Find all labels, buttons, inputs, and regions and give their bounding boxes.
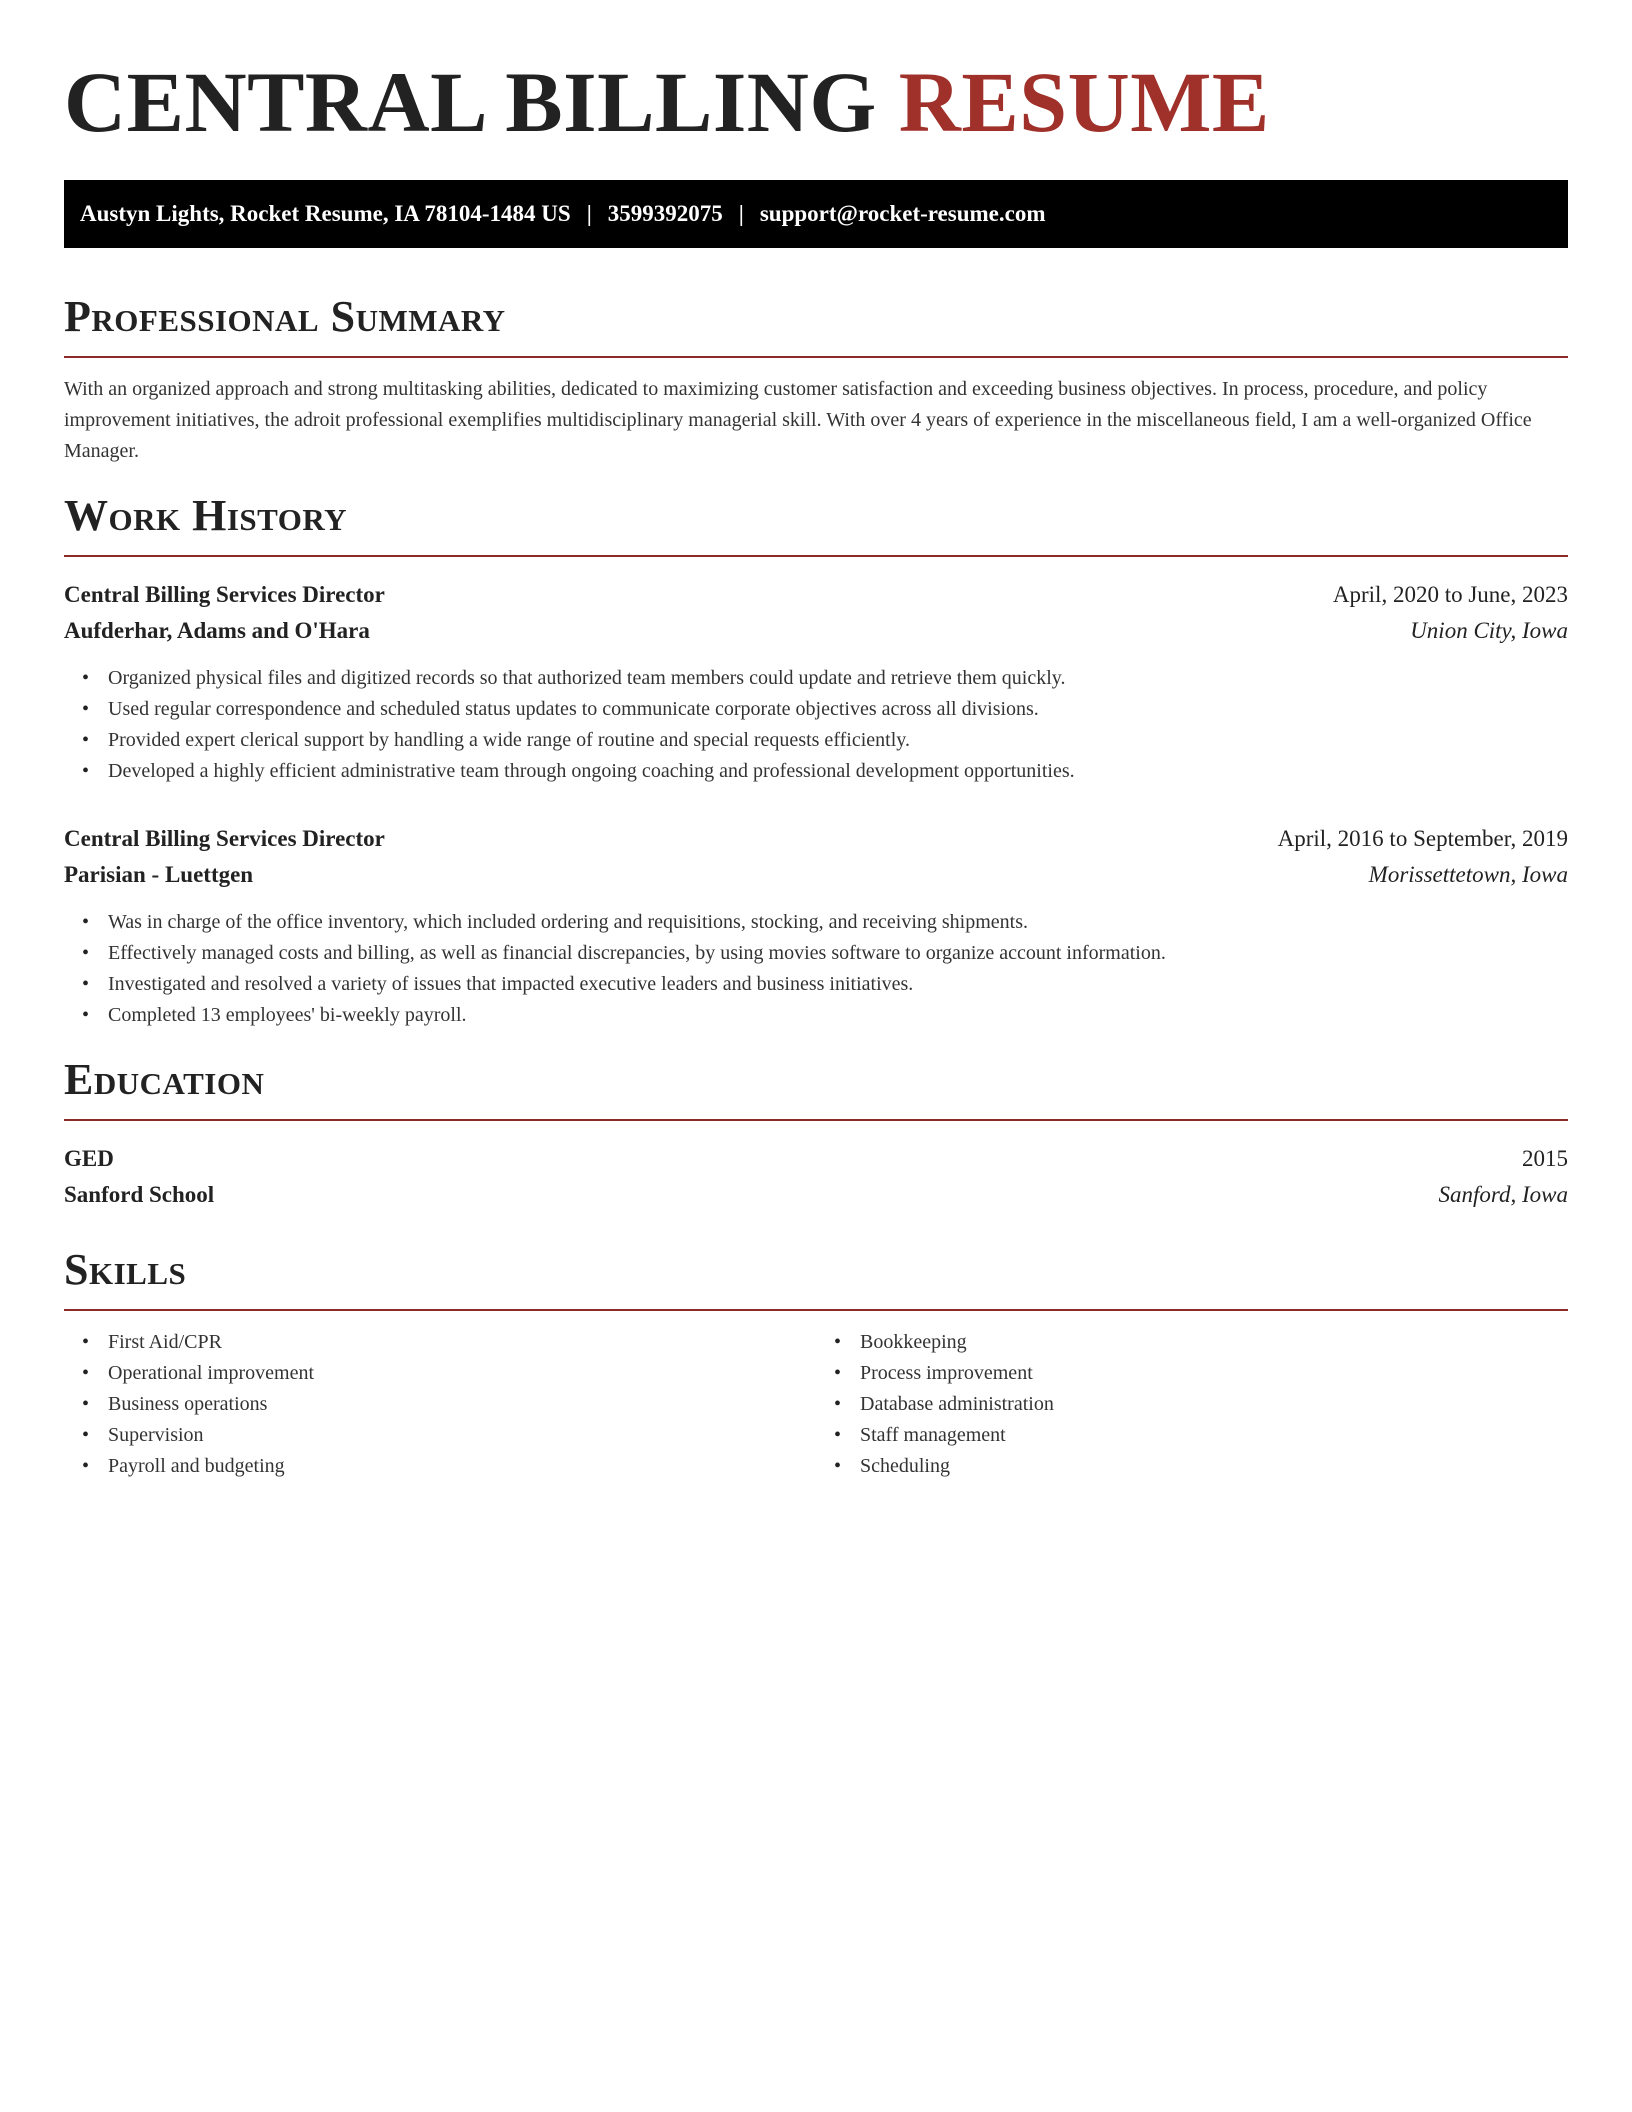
job-title: Central Billing Services Director	[64, 582, 385, 607]
job-dates: April, 2016 to September, 2019	[1277, 826, 1568, 851]
section-divider	[64, 1309, 1568, 1311]
education-row	[64, 1141, 1568, 1177]
contact-separator: |	[586, 201, 592, 226]
job-title: Central Billing Services Director	[64, 826, 385, 851]
skill-item: • Scheduling	[860, 1451, 1568, 1482]
education-school: Sanford School	[64, 1182, 215, 1207]
job-bullet: • Organized physical files and digitized records so that authorized team members could update and retrieve them quickly.	[108, 663, 1568, 694]
contact-email: support@rocket-resume.com	[759, 201, 1046, 226]
job-bullet: • Effectively managed costs and billing, as well as financial discrepancies, by using movies software to organize account information.	[108, 938, 1568, 969]
skill-item: • Process improvement	[860, 1358, 1568, 1389]
skill-item: • Payroll and budgeting	[108, 1451, 816, 1482]
job-header-row	[64, 577, 1568, 613]
resume-title	[64, 0, 1568, 152]
job-bullet: • Was in charge of the office inventory, which included ordering and requisitions, stocking, and receiving shipments.	[108, 907, 1568, 938]
job-bullets	[64, 907, 1568, 1031]
skill-item: • Staff management	[860, 1420, 1568, 1451]
job-bullet: • Developed a highly efficient administrative team through ongoing coaching and professional development opportunities.	[108, 756, 1568, 787]
section-divider	[64, 555, 1568, 557]
skills-list	[64, 1327, 1568, 1482]
job-location: Union City, Iowa	[1410, 618, 1568, 643]
skill-item: • First Aid/CPR	[108, 1327, 816, 1358]
job-header-row	[64, 821, 1568, 857]
education-degree: GED	[64, 1146, 114, 1171]
education-school-row	[64, 1177, 1568, 1213]
job-bullet: • Provided expert clerical support by handling a wide range of routine and special requests efficiently.	[108, 725, 1568, 756]
job-bullet: • Used regular correspondence and scheduled status updates to communicate corporate objectives across all divisions.	[108, 694, 1568, 725]
section-divider	[64, 356, 1568, 358]
skills-column-left	[64, 1327, 816, 1482]
skills-column-right	[816, 1327, 1568, 1482]
education-location: Sanford, Iowa	[1438, 1182, 1568, 1207]
skill-item: • Business operations	[108, 1389, 816, 1420]
job-bullets	[64, 663, 1568, 787]
contact-address: Austyn Lights, Rocket Resume, IA 78104-1484 US	[80, 201, 571, 226]
skill-item: • Supervision	[108, 1420, 816, 1451]
job-company: Parisian - Luettgen	[64, 862, 254, 887]
work-history-heading: Work History	[64, 491, 348, 540]
education-heading: Education	[64, 1055, 265, 1104]
summary-heading: Professional Summary	[64, 292, 506, 341]
title-accent: RESUME	[898, 54, 1270, 150]
job-company: Aufderhar, Adams and O'Hara	[64, 618, 370, 643]
skill-item: • Operational improvement	[108, 1358, 816, 1389]
job-entry	[64, 577, 1568, 787]
skills-heading: Skills	[64, 1245, 187, 1294]
contact-bar	[64, 180, 1568, 248]
job-company-row	[64, 857, 1568, 893]
skill-item: • Database administration	[860, 1389, 1568, 1420]
education-entry	[64, 1141, 1568, 1213]
job-bullet: • Completed 13 employees' bi-weekly payroll.	[108, 1000, 1568, 1031]
skill-item: • Bookkeeping	[860, 1327, 1568, 1358]
education-year: 2015	[1522, 1146, 1568, 1171]
contact-phone: 3599392075	[607, 201, 723, 226]
contact-separator: |	[738, 201, 744, 226]
job-location: Morissettetown, Iowa	[1368, 862, 1568, 887]
job-bullet: • Investigated and resolved a variety of issues that impacted executive leaders and business initiatives.	[108, 969, 1568, 1000]
section-divider	[64, 1119, 1568, 1121]
summary-text: With an organized approach and strong multitasking abilities, dedicated to maximizing customer satisfaction and exceeding business objectives. In process, procedure, and policy improvement initiatives, the adroit professional exemplifies multidisciplinary managerial skill. With over 4 years of experience in the miscellaneous field, I am a well-organized Office Manager.	[64, 378, 1532, 462]
title-main: CENTRAL BILLING	[64, 54, 877, 150]
job-company-row	[64, 613, 1568, 649]
job-entry	[64, 821, 1568, 1031]
job-dates: April, 2020 to June, 2023	[1332, 582, 1568, 607]
